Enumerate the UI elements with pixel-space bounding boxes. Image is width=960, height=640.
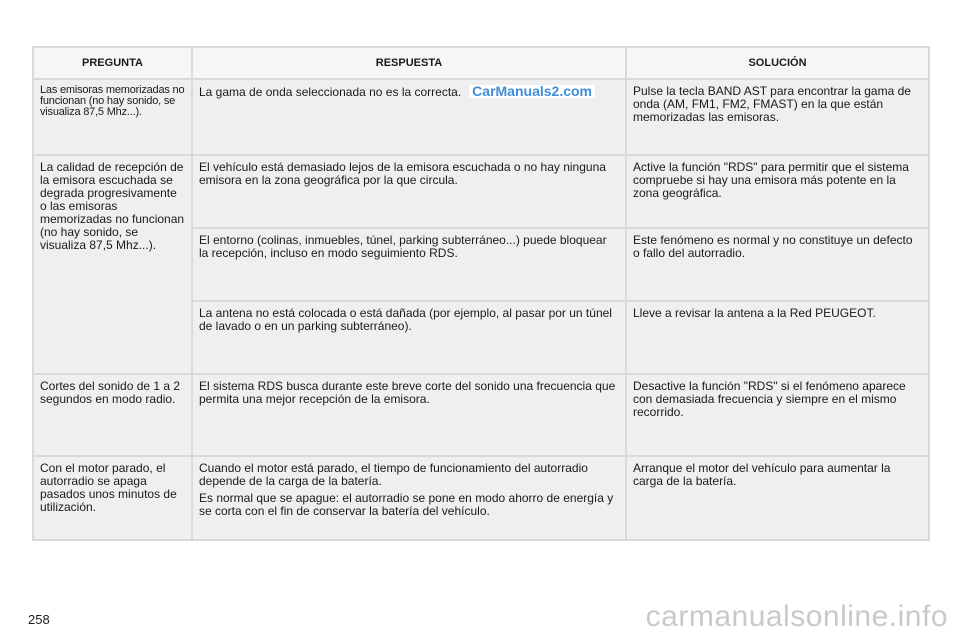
solution-cell: Active la función "RDS" para permitir que el sistema compruebe si hay una emisora más potente en la zona geográfica. <box>626 155 929 228</box>
solution-cell: Desactive la función "RDS" si el fenómeno aparece con demasiada frecuencia y siempre en el mismo recorrido. <box>626 374 929 456</box>
answer-text: La gama de onda seleccionada no es la correcta. <box>199 85 462 99</box>
answer-cell: La antena no está colocada o está dañada (por ejemplo, al pasar por un túnel de lavado o en un parking subterráneo). <box>192 301 626 374</box>
answer-cell: El vehículo está demasiado lejos de la emisora escuchada o no hay ninguna emisora en la zona geográfica por la que circula. <box>192 155 626 228</box>
header-solution: SOLUCIÓN <box>626 47 929 79</box>
question-cell: Con el motor parado, el autorradio se apaga pasados unos minutos de utilización. <box>33 456 192 540</box>
page-number: 258 <box>28 612 50 627</box>
question-cell: La calidad de recepción de la emisora escuchada se degrada progresivamente o las emisoras memorizadas no funcionan (no hay sonido, se visualiza 87,5 Mhz...). <box>33 155 192 374</box>
header-answer: RESPUESTA <box>192 47 626 79</box>
answer-cell: El entorno (colinas, inmuebles, túnel, parking subterráneo...) puede bloquear la recepción, incluso en modo seguimiento RDS. <box>192 228 626 301</box>
table-row <box>33 456 929 540</box>
table-row <box>33 155 929 228</box>
header-question: PREGUNTA <box>33 47 192 79</box>
footer-watermark: carmanualsonline.info <box>645 600 948 633</box>
troubleshooting-table <box>32 46 930 541</box>
table-header-row <box>33 47 929 79</box>
answer-paragraph: Cuando el motor está parado, el tiempo de funcionamiento del autorradio depende de la carga de la batería. <box>199 461 588 488</box>
solution-cell: Pulse la tecla BAND AST para encontrar la gama de onda (AM, FM1, FM2, FMAST) en la que están memorizadas las emisoras. <box>626 79 929 155</box>
table-row <box>33 374 929 456</box>
troubleshooting-table-container <box>32 46 928 541</box>
solution-cell: Este fenómeno es normal y no constituye un defecto o fallo del autorradio. <box>626 228 929 301</box>
solution-cell: Arranque el motor del vehículo para aumentar la carga de la batería. <box>626 456 929 540</box>
answer-cell: El sistema RDS busca durante este breve corte del sonido una frecuencia que permita una mejor recepción de la emisora. <box>192 374 626 456</box>
question-cell: Cortes del sonido de 1 a 2 segundos en modo radio. <box>33 374 192 456</box>
answer-paragraph: Es normal que se apague: el autorradio se pone en modo ahorro de energía y se corta con el fin de conservar la batería del vehículo. <box>199 491 614 518</box>
answer-cell <box>192 456 626 540</box>
watermark-text: CarManuals2.com <box>469 85 595 98</box>
answer-cell <box>192 79 626 155</box>
question-cell: Las emisoras memorizadas no funcionan (no hay sonido, se visualiza 87,5 Mhz...). <box>33 79 192 155</box>
solution-cell: Lleve a revisar la antena a la Red PEUGEOT. <box>626 301 929 374</box>
table-row <box>33 79 929 155</box>
